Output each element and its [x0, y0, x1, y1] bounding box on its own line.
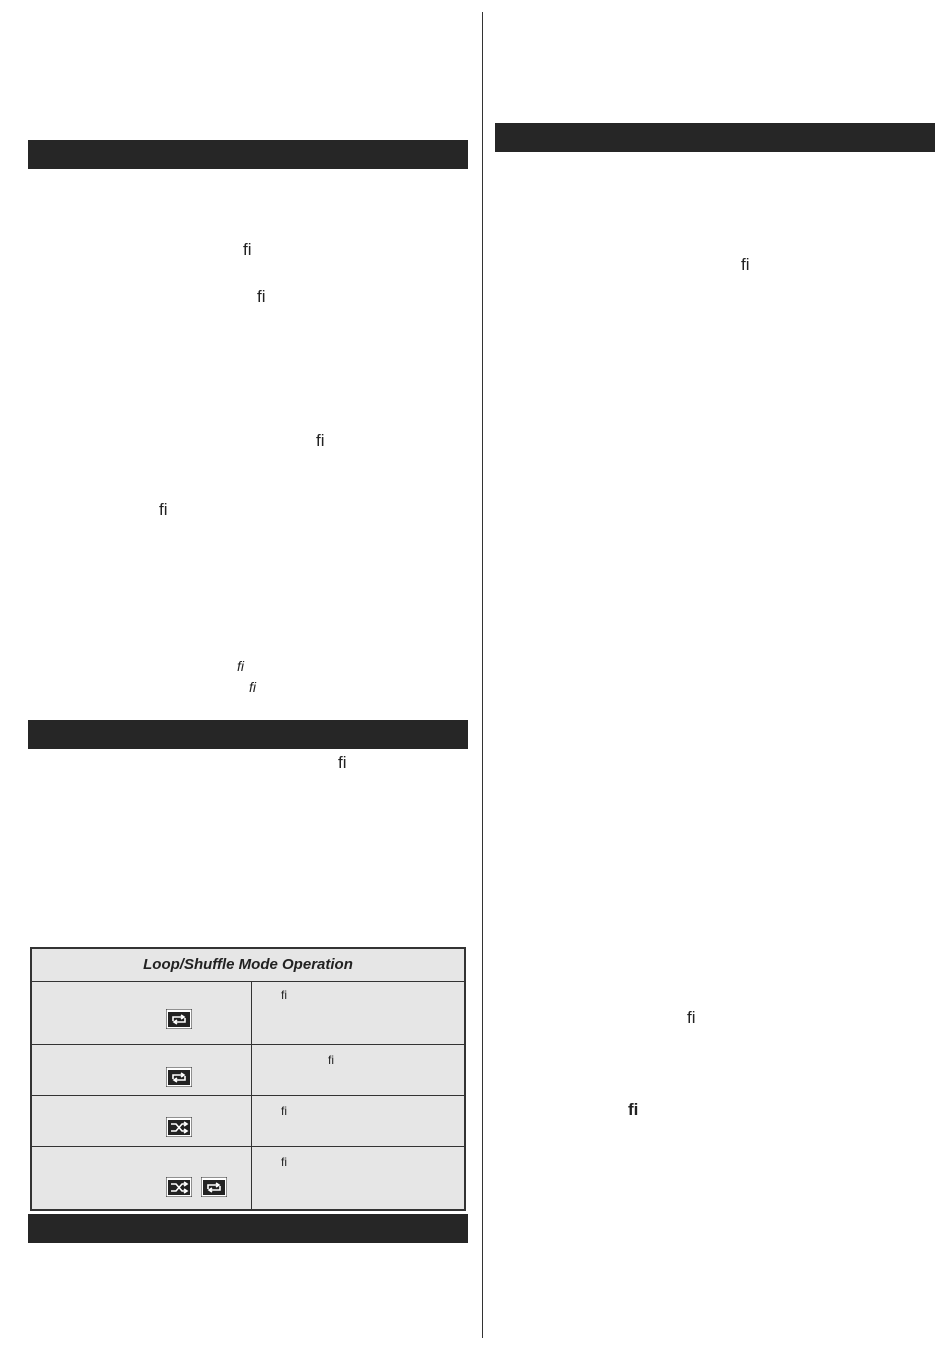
loop-shuffle-table: [30, 947, 466, 1211]
column-divider: [482, 12, 483, 1338]
italic-ligature-text: fi: [249, 679, 256, 695]
row-note: fi: [281, 1155, 287, 1169]
loop-icon: [166, 1067, 192, 1087]
shuffle-icon: [166, 1177, 192, 1197]
ligature-text: fi: [316, 431, 325, 450]
loop-icon: [201, 1177, 227, 1197]
section-header-bar-2: [28, 720, 468, 749]
shuffle-icon: [166, 1117, 192, 1137]
ligature-text: fi: [257, 287, 266, 306]
row-note: fi: [281, 1104, 287, 1118]
ligature-text: fi: [159, 500, 168, 519]
section-header-bar-4: [495, 123, 935, 152]
table-row-divider: [32, 1044, 464, 1045]
row-note: fi: [328, 1053, 334, 1067]
table-title: Loop/Shuffle Mode Operation: [32, 949, 464, 982]
ligature-text: fi: [687, 1008, 696, 1027]
loop-icon: [166, 1009, 192, 1029]
table-row-divider: [32, 1095, 464, 1096]
bold-ligature-text: fi: [628, 1100, 639, 1119]
section-header-bar-1: [28, 140, 468, 169]
section-header-bar-3: [28, 1214, 468, 1243]
ligature-text: fi: [338, 753, 347, 772]
table-row-divider: [32, 1146, 464, 1147]
italic-ligature-text: fi: [237, 658, 244, 674]
ligature-text: fi: [741, 255, 750, 274]
row-note: fi: [281, 988, 287, 1002]
ligature-text: fi: [243, 240, 252, 259]
